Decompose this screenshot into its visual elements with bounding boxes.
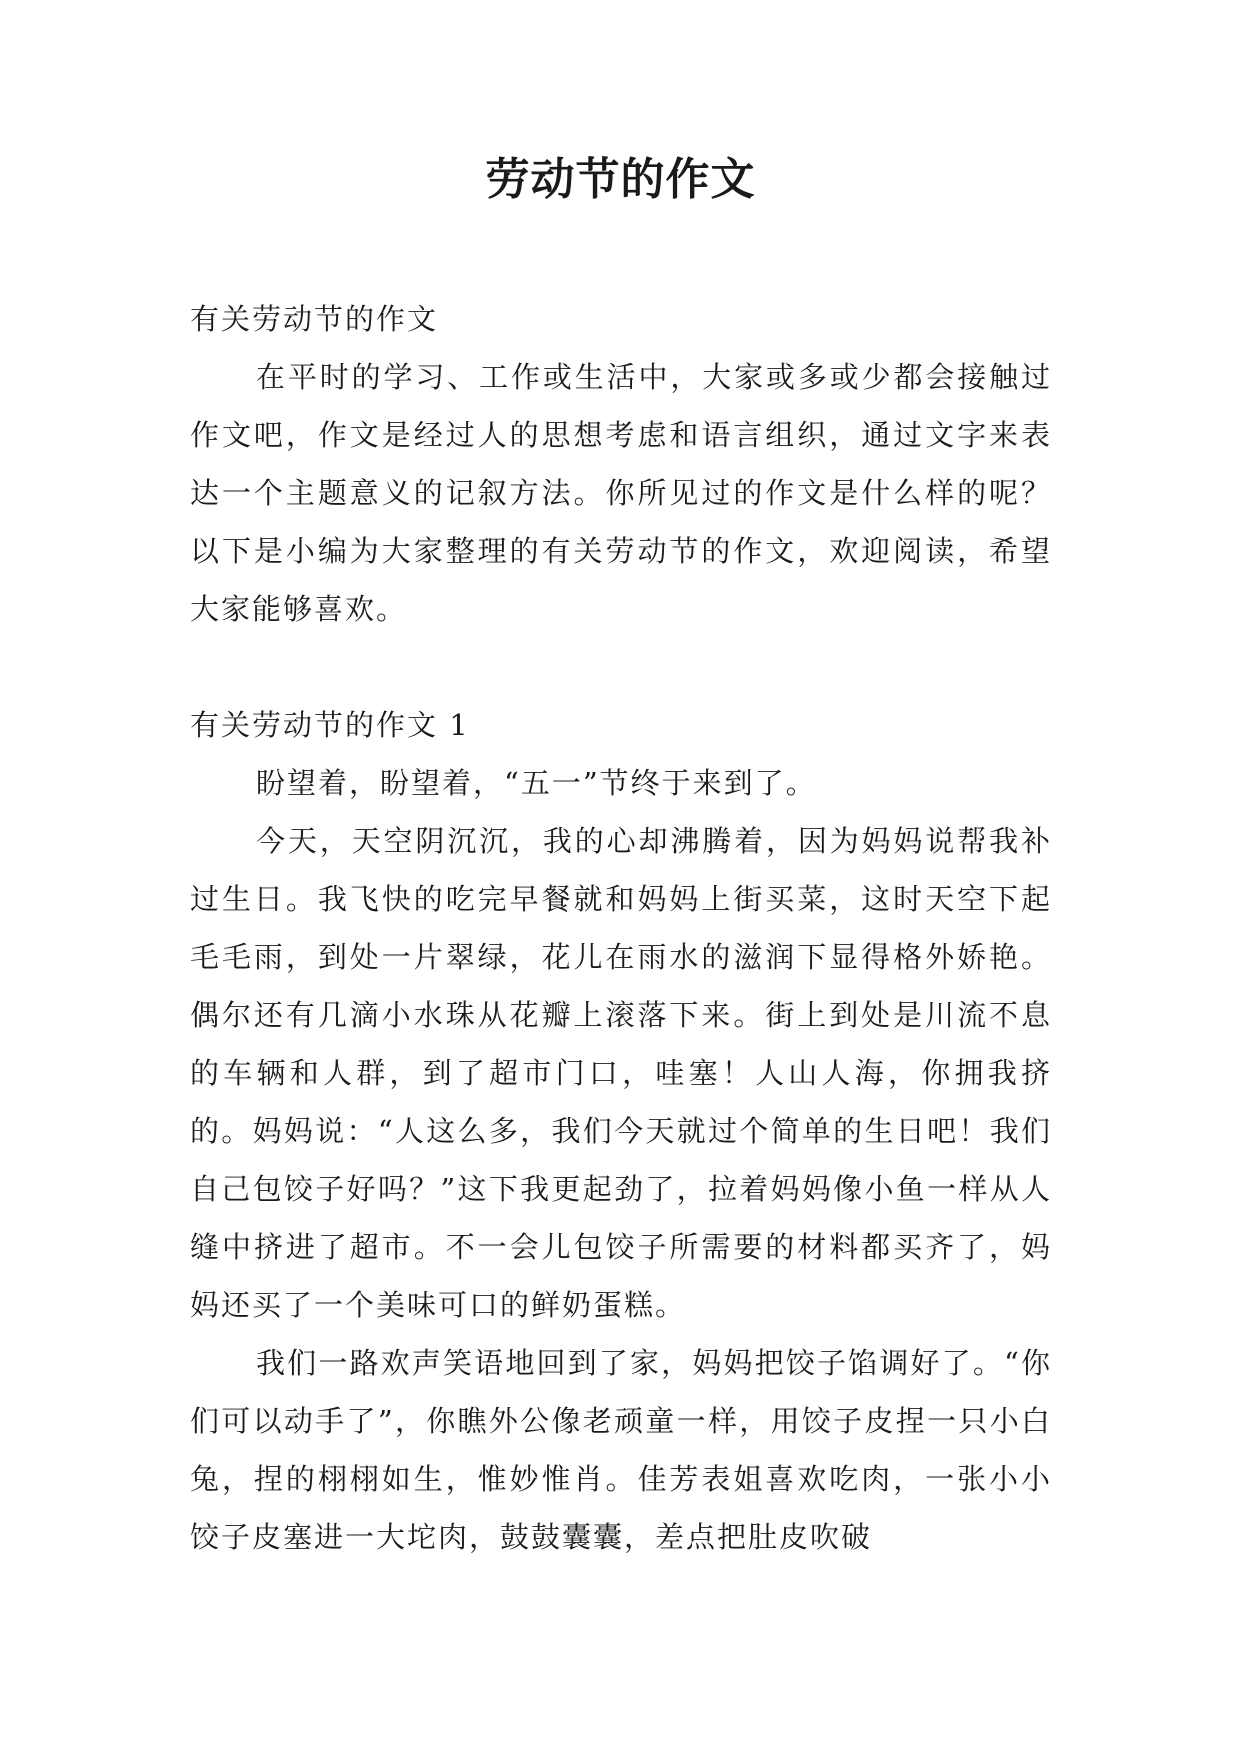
section-gap bbox=[190, 638, 1052, 696]
section-1-paragraph-1: 盼望着，盼望着，“五一”节终于来到了。 bbox=[256, 766, 817, 800]
main-heading: 有关劳动节的作文 bbox=[190, 302, 439, 336]
section-1-heading: 有关劳动节的作文 1 bbox=[190, 708, 470, 742]
document-body bbox=[190, 290, 1052, 1566]
section-1-paragraph-3: 我们一路欢声笑语地回到了家，妈妈把饺子馅调好了。“你们可以动手了”，你瞧外公像老顽童一样，用饺子皮捏一只小白兔，捏的栩栩如生，惟妙惟肖。佳芳表姐喜欢吃肉，一张小小饺子皮塞进一大坨肉，鼓鼓囊囊，差点把肚皮吹破 bbox=[190, 1346, 1052, 1554]
document-title: 劳动节的作文 bbox=[485, 154, 756, 205]
intro-paragraph: 在平时的学习、工作或生活中，大家或多或少都会接触过作文吧，作文是经过人的思想考虑和语言组织，通过文字来表达一个主题意义的记叙方法。你所见过的作文是什么样的呢？以下是小编为大家整理的有关劳动节的作文，欢迎阅读，希望大家能够喜欢。 bbox=[190, 360, 1052, 626]
section-1-paragraph-2: 今天，天空阴沉沉，我的心却沸腾着，因为妈妈说帮我补过生日。我飞快的吃完早餐就和妈妈上街买菜，这时天空下起毛毛雨，到处一片翠绿，花儿在雨水的滋润下显得格外娇艳。偶尔还有几滴小水珠从花瓣上滚落下来。街上到处是川流不息的车辆和人群，到了超市门口，哇塞！人山人海，你拥我挤的。妈妈说：“人这么多，我们今天就过个简单的生日吧！我们自己包饺子好吗？”这下我更起劲了，拉着妈妈像小鱼一样从人缝中挤进了超市。不一会儿包饺子所需要的材料都买齐了，妈妈还买了一个美味可口的鲜奶蛋糕。 bbox=[190, 824, 1052, 1322]
